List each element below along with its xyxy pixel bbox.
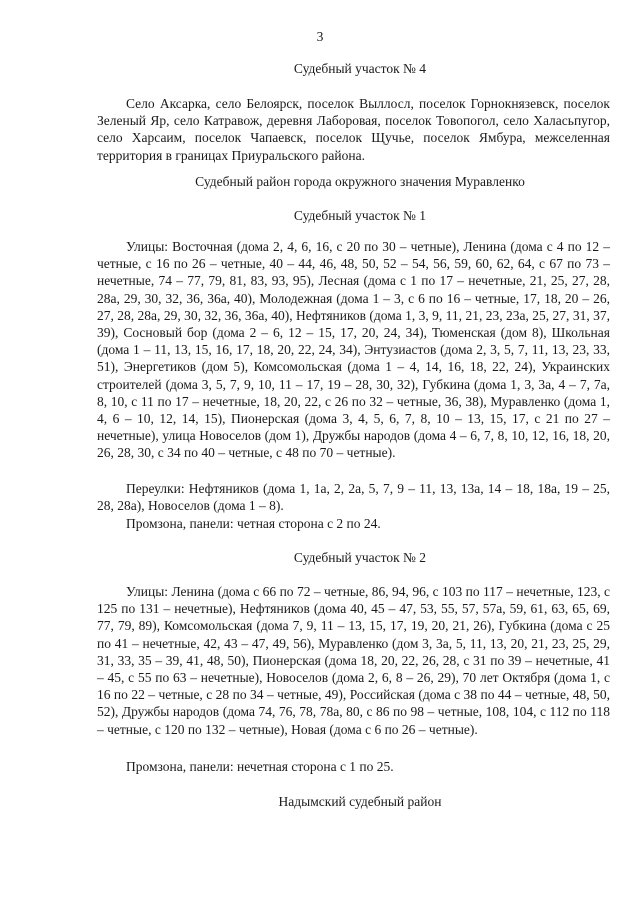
heading-section-1: Судебный участок № 1	[293, 208, 427, 223]
heading-muravlenko-district: Судебный район города окружного значения Муравленко	[195, 174, 525, 189]
paragraph-section-4-settlements: Село Аксарка, село Белоярск, поселок Выллосл, поселок Горнокнязевск, поселок Зеленый Яр, село Катравож, деревня Лаборовая, поселок Товопогол, село Халасьпугор, село Харсаим, поселок Чапаевск, поселок Щучье, поселок Ямбура, межселенная территория в границах Приуральского района.	[97, 96, 610, 163]
heading-section-4: Судебный участок № 4	[293, 61, 427, 76]
paragraph-section-1-promzone: Промзона, панели: четная сторона с 2 по 24.	[126, 516, 381, 531]
paragraph-section-1-lanes: Переулки: Нефтяников (дома 1, 1а, 2, 2а, 5, 7, 9 – 11, 13, 13а, 14 – 18, 18а, 19 – 25, 28, 28а), Новоселов (дома 1 – 8).	[97, 481, 610, 514]
heading-section-2: Судебный участок № 2	[293, 550, 427, 565]
page-number: 3	[316, 29, 324, 44]
paragraph-section-1-streets: Улицы: Восточная (дома 2, 4, 6, 16, с 20 по 30 – четные), Ленина (дома с 4 по 12 – четные, с 16 по 26 – четные, 40 – 44, 46, 48, 50, 52 – 54, 56, 59, 60, 62, 64, с 67 по 73 – нечетные, 74 – 77, 79, 81, 83, 93, 95), Лесная (дома с 1 по 17 – нечетные, 21, 25, 27, 28, 28а, 29, 30, 32, 36, 36а, 40), Молодежная (дома 1 – 3, с 6 по 16 – четные, 17, 18, 20 – 26, 27, 28, 28а, 29, 30, 32, 36, 36а, 40), Нефтяников (дома 1, 3, 9, 11, 21, 23, 23а, 25, 27, 31, 37, 39), Сосновый бор (дома 2 – 6, 12 – 15, 17, 20, 24, 34), Тюменская (дом 8), Школьная (дома 1 – 11, 13, 15, 16, 17, 18, 20, 22, 24, 34), Энтузиастов (дома 2, 3, 5, 7, 11, 13, 23, 33, 51), Энергетиков (дом 5), Комсомольская (дома 1 – 4, 14, 16, 18, 22, 24), Украинских строителей (дома 3, 5, 7, 9, 10, 11 – 17, 19 – 28, 30, 32), Губкина (дома 1, 3, 3а, 4 – 7, 7а, 8, 10, с 11 по 17 – нечетные, 18, 20, 22, с 26 по 32 – четные, 36, 38), Муравленко (дома 1, 4, 6 – 10, 12, 14, 15), Пионерская (дома 3, 4, 5, 6, 7, 8, 10 – 13, 15, 17, с 21 по 27 – нечетные), улица Новоселов (дом 1), Дружбы народов (дома 4 – 6, 7, 8, 10, 12, 16, 18, 20, 26, 28, 30, с 34 по 40 – четные, с 48 по 70 – четные).	[97, 239, 610, 461]
heading-nadym-district: Надымский судебный район	[278, 794, 442, 809]
paragraph-section-2-promzone: Промзона, панели: нечетная сторона с 1 по 25.	[126, 759, 394, 774]
paragraph-section-2-streets: Улицы: Ленина (дома с 66 по 72 – четные, 86, 94, 96, с 103 по 117 – нечетные, 123, с 125 по 131 – нечетные), Нефтяников (дома 40, 45 – 47, 53, 55, 57, 57а, 59, 61, 63, 65, 69, 77, 79, 89), Комсомольская (дома 7, 9, 11 – 13, 15, 17, 19, 20, 21, 26), Губкина (дома с 25 по 41 – нечетные, 42, 43 – 47, 49, 56), Муравленко (дом 3, 3а, 5, 11, 13, 20, 21, 23, 25, 29, 31, 33, 35 – 39, 41, 48, 50), Пионерская (дома 18, 20, 22, 26, 28, с 31 по 39 – нечетные, 41 – 45, с 55 по 63 – нечетные), Новоселов (дома 2, 6, 8 – 26, 29), 70 лет Октября (дома 1, с 16 по 22 – четные, с 28 по 34 – четные, 49), Российская (дома с 38 по 44 – четные, 48, 50, 52), Дружбы народов (дома 74, 76, 78, 78а, 80, с 86 по 98 – четные, 108, 104, с 112 по 118 – четные, с 120 по 132 – четные), Новая (дома с 6 по 26 – четные).	[97, 584, 610, 737]
